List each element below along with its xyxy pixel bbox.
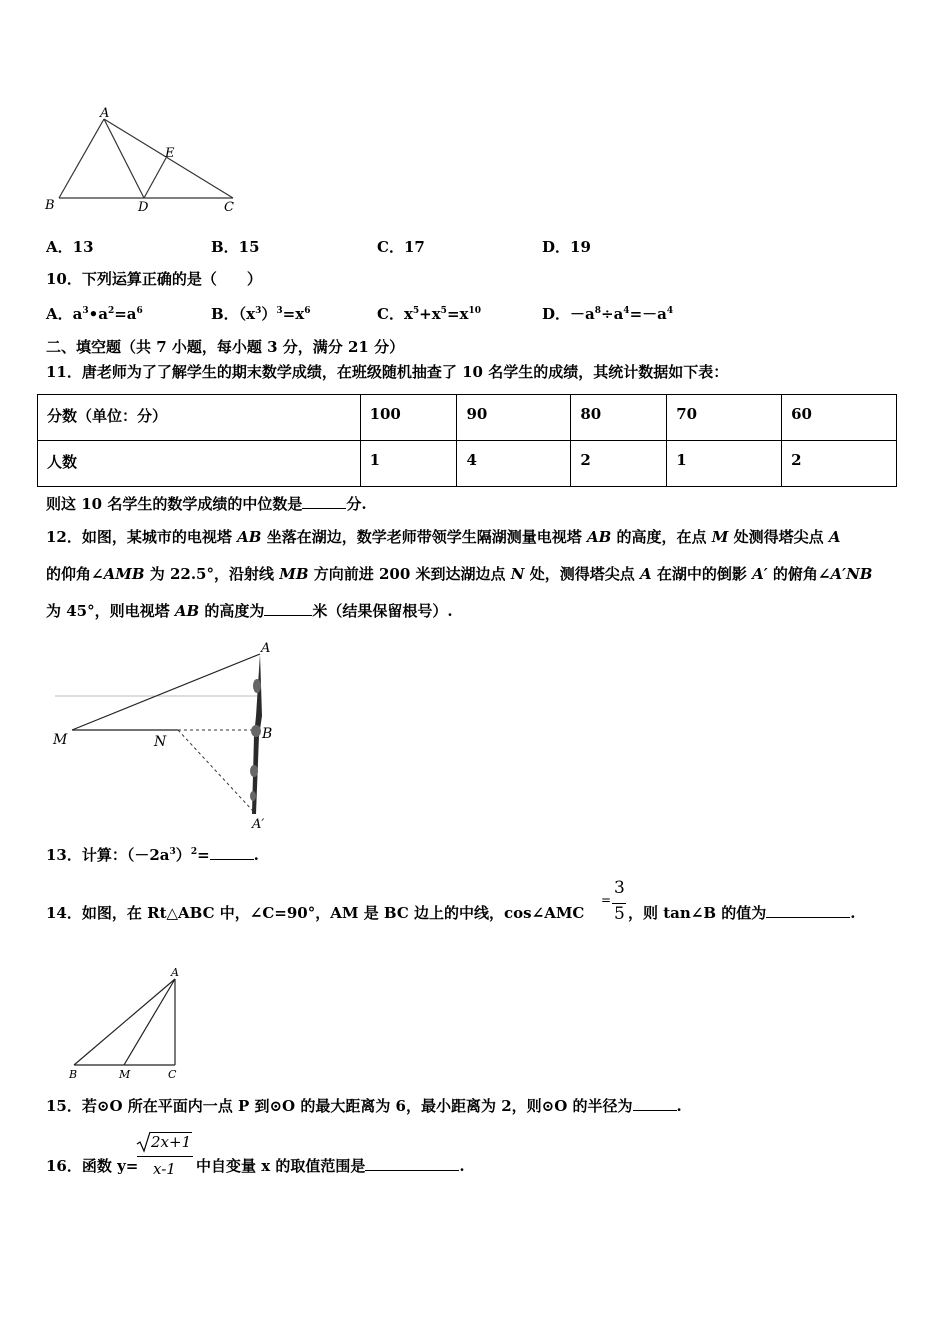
q11-score-table — [37, 394, 897, 487]
q14-label-m: M — [119, 1068, 131, 1081]
answer-blank[interactable] — [264, 601, 312, 616]
q15: 15．若⊙O 所在平面内一点 P 到⊙O 的最大距离为 6，最小距离为 2，则⊙O 的半径为 . — [46, 1097, 682, 1115]
q16-fraction-numerator: 2x+1 — [151, 1133, 192, 1151]
q16-label: 16．函数 y= — [46, 1157, 139, 1175]
answer-blank[interactable] — [365, 1156, 459, 1171]
q14-label-a: A — [171, 966, 179, 979]
table-cell: 分数（单位：分） — [38, 395, 361, 441]
q11-tail: 则这 10 名学生的数学成绩的中位数是 分. — [46, 495, 367, 513]
section-2-heading: 二、填空题（共 7 小题，每小题 3 分，满分 21 分） — [46, 338, 405, 356]
q9-option-c: C．17 — [377, 238, 425, 256]
q12-label-a-prime: A′ — [252, 817, 265, 832]
q12-label-b: B — [262, 726, 273, 742]
q16-sqrt-sign — [136, 1131, 152, 1153]
answer-blank[interactable] — [210, 845, 254, 860]
q14-fraction-numerator: 3 — [614, 878, 625, 898]
q9-triangle-figure — [40, 105, 250, 220]
q9-label-e: E — [165, 146, 175, 161]
q14-label-b: B — [69, 1068, 78, 1081]
table-row — [38, 395, 897, 441]
table-cell: 2 — [782, 441, 897, 487]
q14-triangle-figure — [62, 964, 192, 1084]
q14-equals: = — [601, 893, 612, 907]
q14-fraction-denominator: 5 — [614, 904, 625, 924]
table-cell: 100 — [360, 395, 457, 441]
q14-tail: ，则 tan∠B 的值为 . — [628, 904, 856, 922]
answer-blank[interactable] — [633, 1096, 677, 1111]
q12-label-n: N — [154, 734, 167, 750]
table-cell: 4 — [457, 441, 571, 487]
q9-option-a: A．13 — [46, 238, 94, 256]
q10-stem: 10．下列运算正确的是（ ） — [46, 270, 262, 288]
table-cell: 90 — [457, 395, 571, 441]
q12-line-1: 12．如图，某城市的电视塔 AB 坐落在湖边，数学老师带领学生隔湖测量电视塔 AB 的高度，在点 M 处测得塔尖点 A — [46, 528, 841, 546]
q12-line-2: 的仰角∠AMB 为 22.5°，沿射线 MB 方向前进 200 米到达湖边点 N 处，测得塔尖点 A 在湖中的倒影 A′ 的俯角∠A′NB — [46, 565, 873, 583]
table-row — [38, 441, 897, 487]
q10-option-c: C．$x^5+x^5=x^{10}$ — [377, 305, 481, 323]
q12-label-m: M — [53, 732, 68, 748]
q10-option-a: A．$a^3•a^2=a^6$ — [46, 305, 143, 323]
q9-label-b: B — [45, 198, 55, 213]
q9-option-b: B．15 — [211, 238, 260, 256]
q14-text: 14．如图，在 Rt△ABC 中，∠C=90°，AM 是 BC 边上的中线，cos∠AMC — [46, 904, 585, 922]
q9-label-c: C — [224, 200, 234, 215]
q14-label-c: C — [168, 1068, 177, 1081]
q9-option-d: D．19 — [542, 238, 591, 256]
table-cell: 1 — [667, 441, 782, 487]
table-cell: 70 — [667, 395, 782, 441]
q12-tower-figure — [48, 636, 288, 832]
q16-fraction-bar — [137, 1156, 193, 1157]
q13: 13．计算：$(-2a^3)^2=$ . — [46, 846, 259, 864]
table-cell: 2 — [571, 441, 667, 487]
table-cell: 80 — [571, 395, 667, 441]
q12-label-a: A — [261, 641, 271, 656]
answer-blank[interactable] — [302, 494, 346, 509]
answer-blank[interactable] — [766, 903, 850, 918]
q10-option-d: D．$-a^8\div a^4=-a^4$ — [542, 305, 674, 323]
q10-option-b: B．$(x^3)^3=x^6$ — [211, 305, 311, 323]
q12-line-3: 为 45°，则电视塔 AB 的高度为 米（结果保留根号）. — [46, 602, 453, 620]
q9-label-a: A — [100, 106, 110, 121]
q16-tail: 中自变量 x 的取值范围是 . — [196, 1157, 465, 1175]
table-cell: 60 — [782, 395, 897, 441]
q16-fraction-denominator: x-1 — [153, 1160, 176, 1178]
table-cell: 1 — [360, 441, 457, 487]
q9-label-d: D — [138, 200, 149, 215]
table-cell: 人数 — [38, 441, 361, 487]
q11-stem: 11．唐老师为了了解学生的期末数学成绩，在班级随机抽查了 10 名学生的成绩，其统计数据如下表： — [46, 363, 729, 381]
